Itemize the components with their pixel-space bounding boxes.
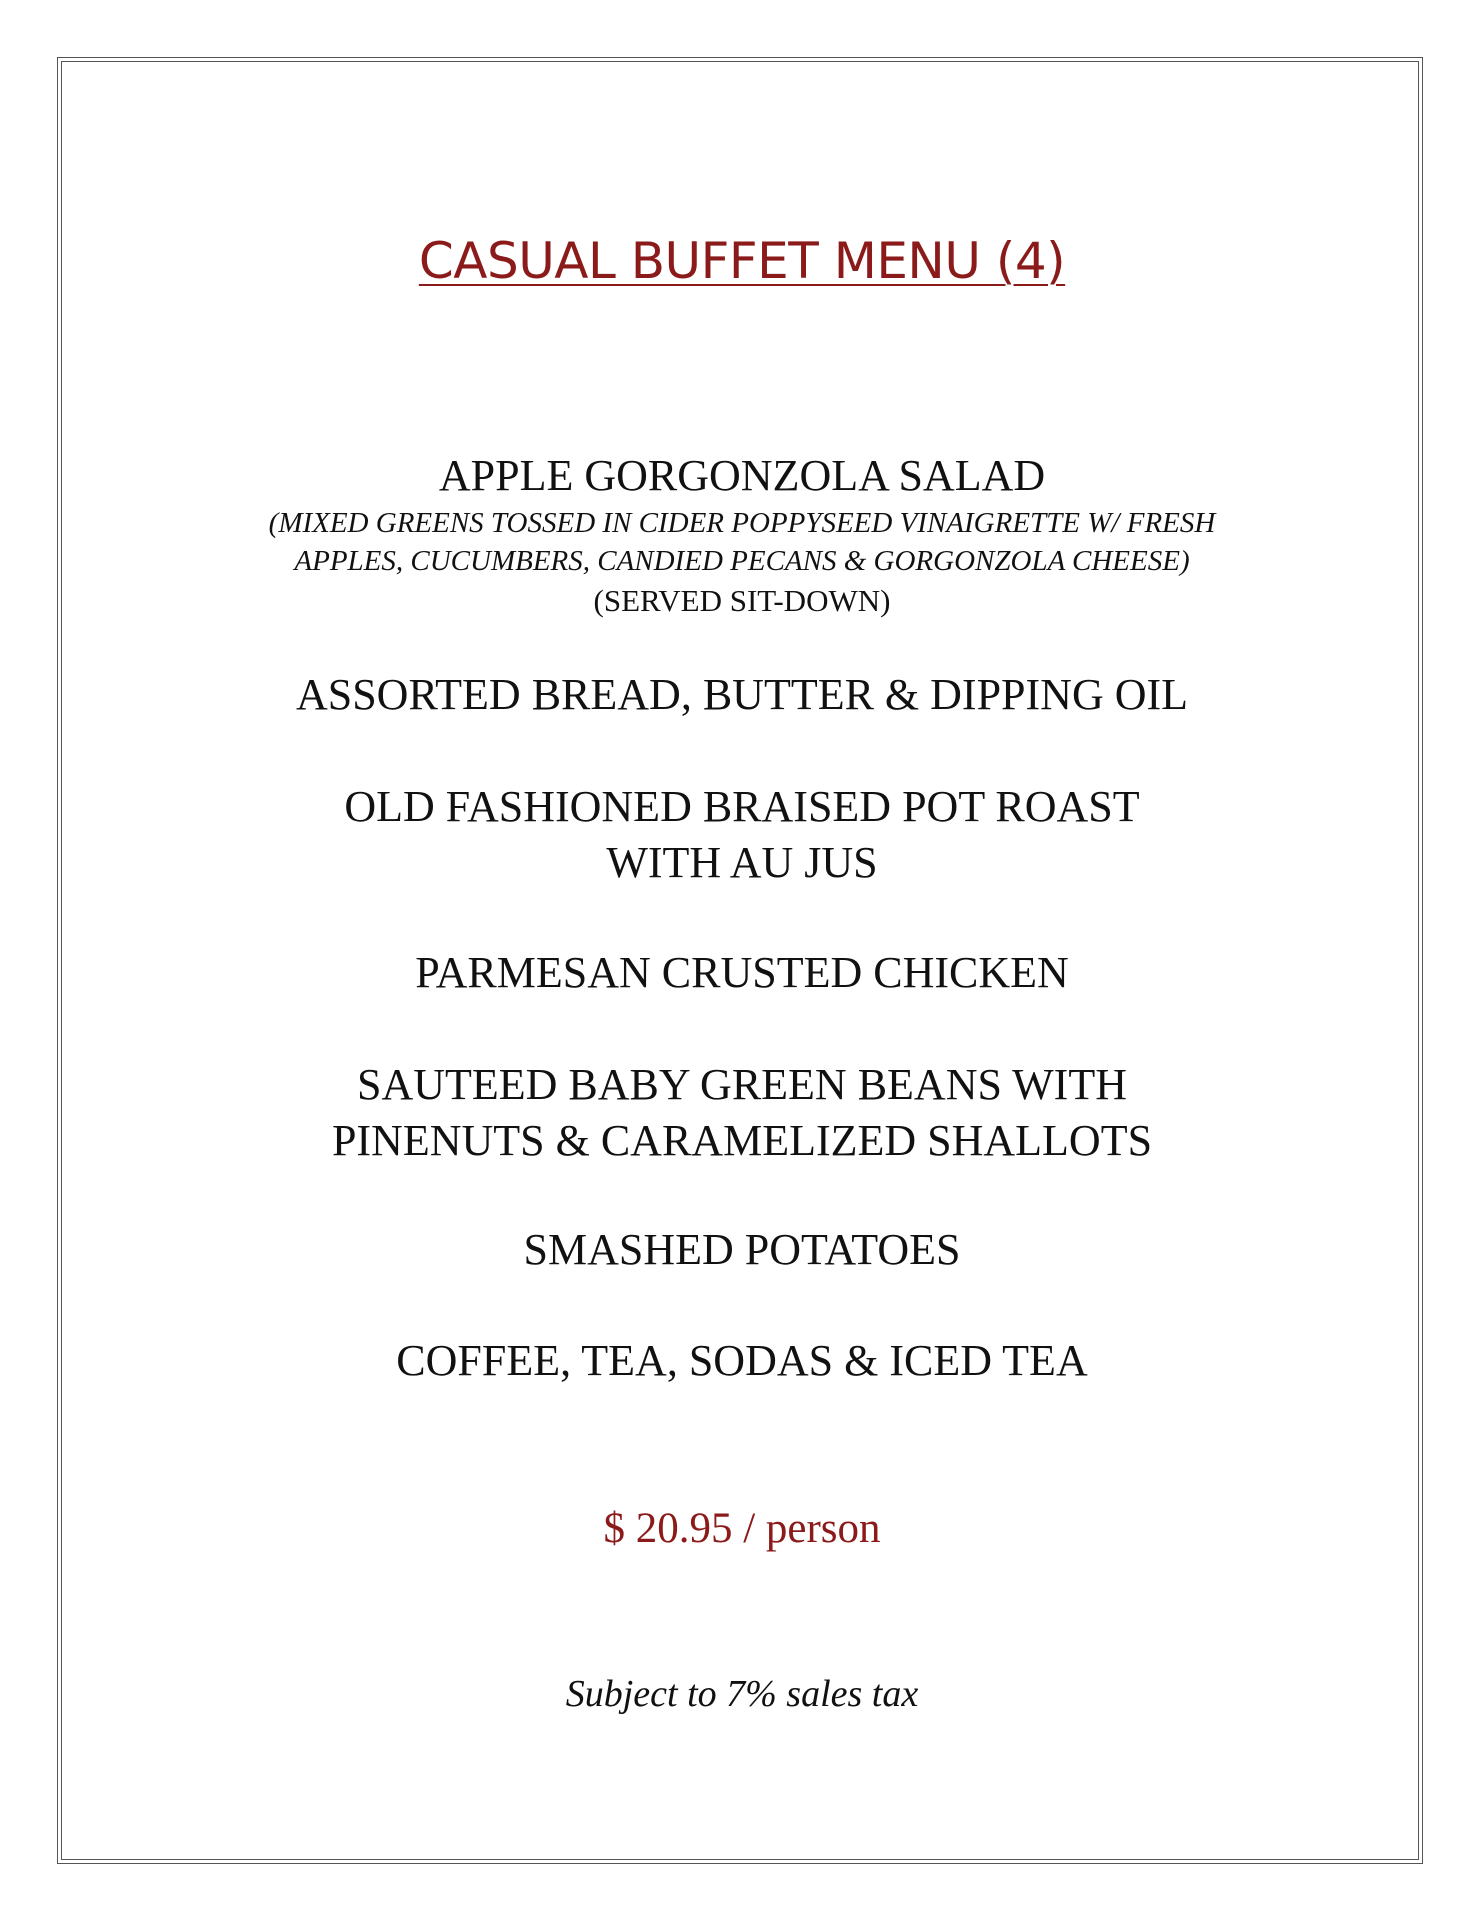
- menu-item-chicken: PARMESAN CRUSTED CHICKEN: [415, 948, 1069, 997]
- menu-title: CASUAL BUFFET MENU (4): [418, 232, 1066, 290]
- menu-item-pot-roast-line-2: WITH AU JUS: [606, 838, 878, 887]
- menu-item-potatoes: SMASHED POTATOES: [523, 1225, 961, 1274]
- tax-note: Subject to 7% sales tax: [565, 1673, 919, 1715]
- menu-item-green-beans: SAUTEED BABY GREEN BEANS WITH: [357, 1060, 1127, 1109]
- menu-item-bread: ASSORTED BREAD, BUTTER & DIPPING OIL: [295, 670, 1189, 719]
- price: $ 20.95 / person: [603, 1505, 881, 1552]
- salad-name: APPLE GORGONZOLA SALAD: [438, 451, 1046, 500]
- salad-service-note: (SERVED SIT-DOWN): [593, 583, 891, 618]
- menu-item-green-beans-line-2: PINENUTS & CARAMELIZED SHALLOTS: [331, 1116, 1153, 1165]
- salad-description-line-1: (MIXED GREENS TOSSED IN CIDER POPPYSEED VINAIGRETTE W/ FRESH: [268, 507, 1216, 539]
- menu-item-beverages: COFFEE, TEA, SODAS & ICED TEA: [396, 1336, 1088, 1385]
- menu-item-pot-roast: OLD FASHIONED BRAISED POT ROAST: [344, 782, 1140, 831]
- salad-description-line-2: APPLES, CUCUMBERS, CANDIED PECANS & GORGONZOLA CHEESE): [294, 545, 1190, 577]
